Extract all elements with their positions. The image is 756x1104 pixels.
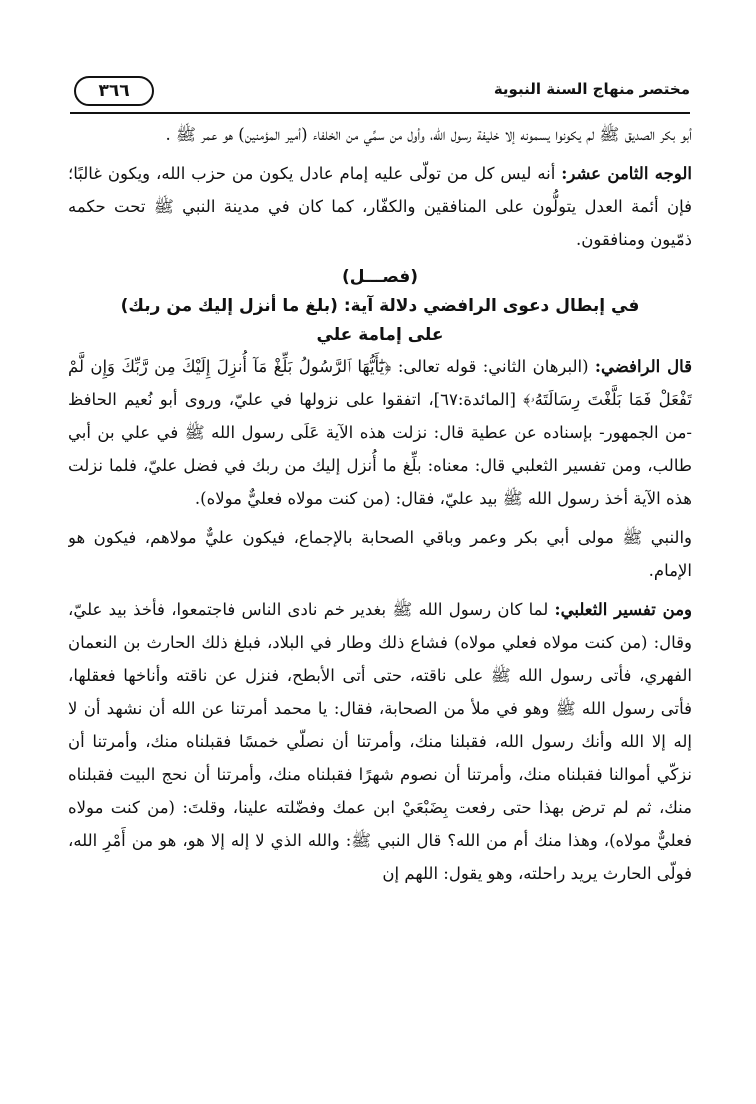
- section-title-line-2: على إمامة علي: [316, 325, 444, 345]
- section-title-line-1: في إبطال دعوى الرافضي دلالة آية: (بلغ ما أنزل إليك من ربك): [120, 296, 640, 316]
- paragraph-lead: قال الرافضي:: [594, 357, 692, 376]
- section-label: (فصـــل): [341, 267, 419, 287]
- paragraph: [68, 157, 692, 256]
- page-body: [68, 118, 692, 1078]
- paragraph: [68, 593, 692, 890]
- page-header: [70, 76, 690, 110]
- paragraph-text: أنه ليس كل من تولّى عليه إمام عادل يكون من حزب الله، ويكون غالبًا؛ فإن أئمة العدل يتولُّون على المنافقين والكفّار، كما كان في مدينة النبي ﷺ تحت حكمه ذمّيون ومنافقون.: [68, 164, 692, 249]
- paragraph-text: والنبي ﷺ مولى أبي بكر وعمر وباقي الصحابة بالإجماع، فيكون عليٌّ مولاهم، فيكون هو الإمام.: [68, 528, 692, 580]
- paragraph: [68, 521, 692, 587]
- paragraph-text: لما كان رسول الله ﷺ بغدير خم نادى الناس فاجتمعوا، فأخذ بيد عليّ، وقال: (من كنت مولاه فعلي مولاه) فشاع ذلك وطار في البلاد، فبلغ ذلك الحارث بن النعمان الفهري، فأتى رسول الله ﷺ على ناقته، حتى أتى الأبطح، فنزل عن ناقته وأناخها فعقلها، فأتى رسول الله ﷺ وهو في ملأ من الصحابة، فقال: يا محمد أمرتنا عن الله أن نشهد أن لا إله إلا الله وأنك رسول الله، فقبلنا منك، وأمرتنا أن نصلّي خمسًا فقبلناه منك، وأمرتنا أن نزكّي أموالنا فقبلناه منك، وأمرتنا أن نصوم شهرًا فقبلناه منك، وأمرتنا أن نحج البيت فقبلناه منك، ثم لم ترض بهذا حتى رفعت بِضَبْعَيْ ابن عمك وفضّلته علينا، وقلتَ: (من كنت مولاه فعليٌّ مولاه)، وهذا منك أم من الله؟ قال النبي ﷺ: والله الذي لا إله إلا هو، هو من أَمْرِ الله، فولّى الحارث يريد راحلته، وهو يقول: اللهم إن: [68, 600, 692, 883]
- paragraph: [68, 118, 692, 151]
- paragraph: [68, 350, 692, 515]
- paragraph-lead: ومن تفسير الثعلبي:: [554, 600, 692, 619]
- section-heading: [68, 262, 692, 350]
- paragraph-text: أبو بكر الصديق ﷺ لم يكونوا يسمونه إلا خليفة رسول الله، وأول من سمِّي من الخلفاء (أمير المؤمنين) هو عمر ﷺ .: [165, 125, 692, 144]
- header-divider: [70, 112, 690, 114]
- page-number: ٣٦٦: [74, 76, 154, 106]
- paragraph-lead: الوجه الثامن عشر:: [561, 164, 692, 183]
- paragraph-text: (البرهان الثاني: قوله تعالى: ﴿يَٰٓأَيُّهَا ٱلرَّسُولُ بَلِّغْ مَآ أُنزِلَ إِلَيْكَ مِن رَّبِّكَ وَإِن لَّمْ تَفْعَلْ فَمَا بَلَّغْتَ رِسَالَتَهُۥ﴾ [المائدة:٦٧]، اتفقوا على نزولها في عليّ، وروى أبو نُعيم الحافظ -من الجمهور- بإسناده عن عطية قال: نزلت هذه الآية عَلَى رسول الله ﷺ في علي بن أبي طالب، ومن تفسير الثعلبي قال: معناه: بلِّغ ما أُنزل إليك من ربك في فضل عليّ، فلما نزلت هذه الآية أخذ رسول الله ﷺ بيد عليّ، فقال: (من كنت مولاه فعليٌّ مولاه).: [68, 357, 692, 508]
- book-title: مختصر منهاج السنة النبوية: [493, 80, 690, 98]
